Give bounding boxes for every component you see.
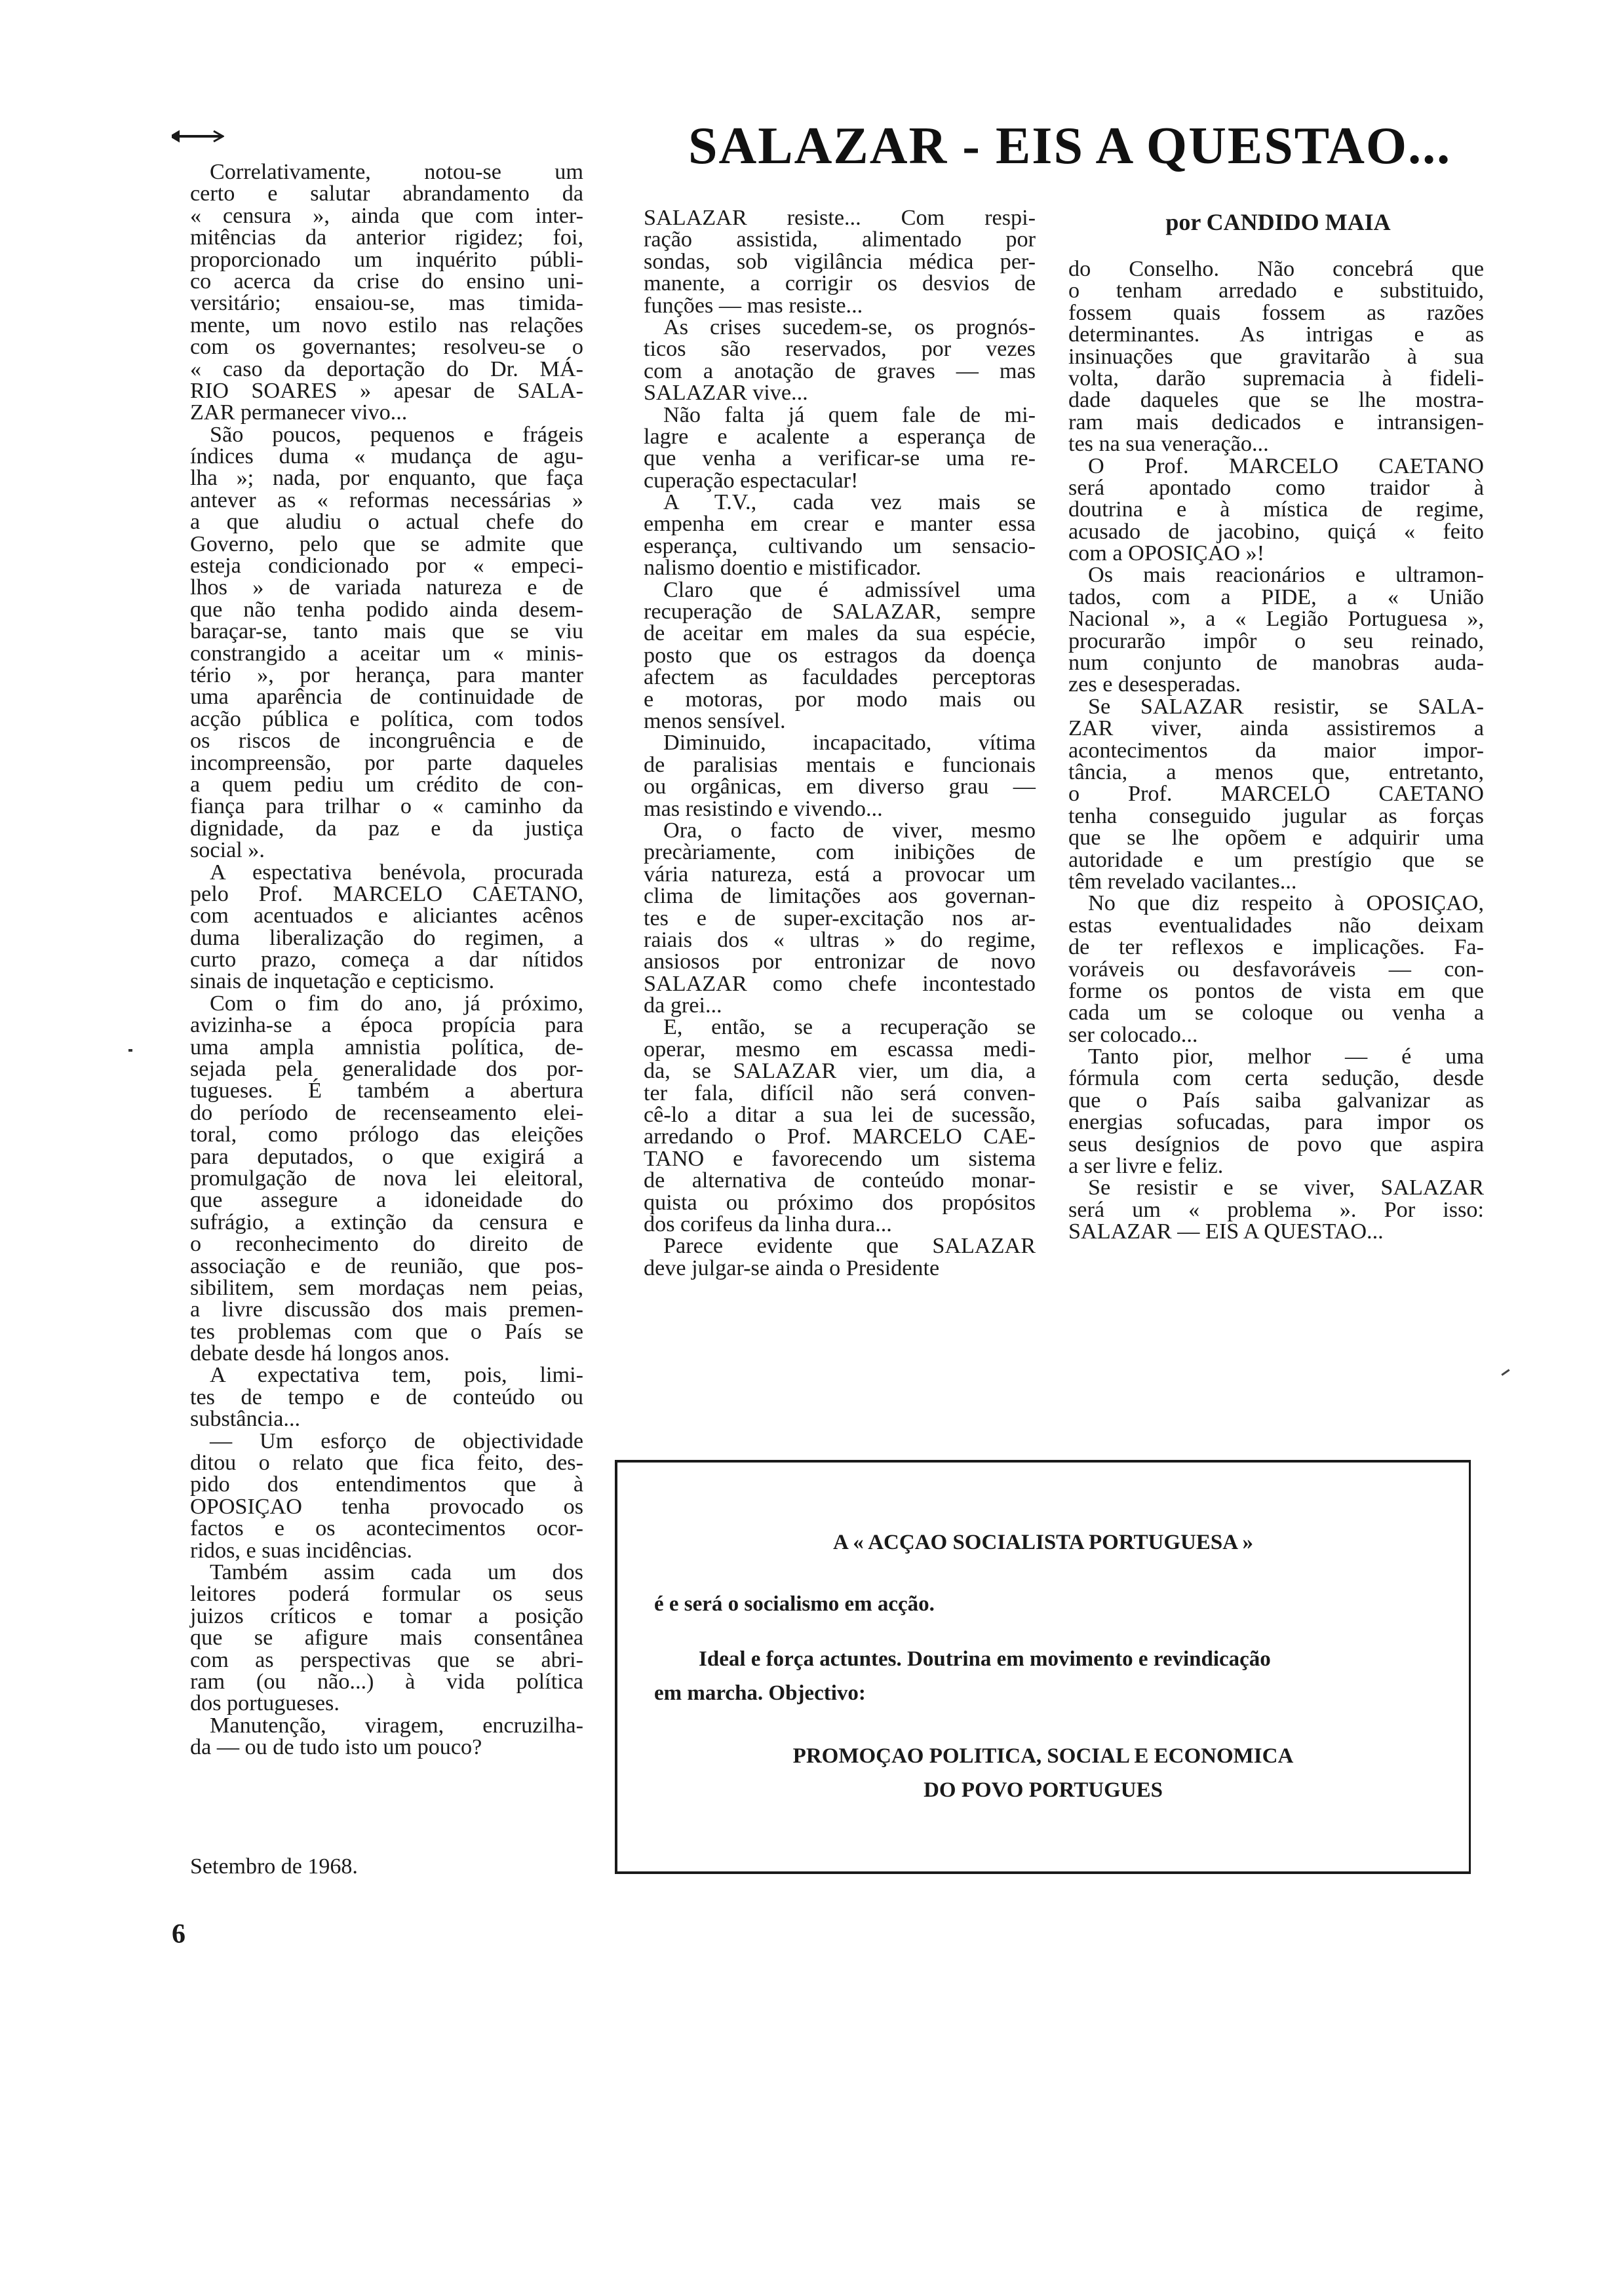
text-line: raiais dos « ultras » do regime, (644, 927, 1036, 952)
text-line: sibilitem, sem mordaças nem peias, (190, 1275, 583, 1300)
text-line: esperança, cultivando um sensacio- (644, 533, 1036, 558)
text-line: Governo, pelo que se admite que (190, 531, 583, 556)
notice-line: Ideal e força actuntes. Doutrina em movimento e revindicação (699, 1647, 1271, 1671)
text-line: social ». (190, 838, 265, 863)
text-line: mitências da anterior rigidez; foi, (190, 225, 583, 250)
text-line: ser colocado... (1068, 1022, 1198, 1047)
text-line: Manutenção, viragem, encruzilha- (210, 1713, 583, 1738)
text-line: Correlativamente, notou-se um (210, 160, 583, 184)
text-line: Ora, o facto de viver, mesmo (663, 818, 1036, 843)
text-line: lha »; nada, por enquanto, que faça (190, 466, 583, 491)
text-line: que não tenha podido ainda desem- (190, 597, 583, 622)
text-line: doutrina e à mística de regime, (1068, 497, 1484, 522)
text-line: ter fala, difícil não será conven- (644, 1081, 1036, 1105)
text-line: Parece evidente que SALAZAR (663, 1234, 1036, 1259)
text-line: uma aparência de continuidade de (190, 685, 583, 710)
text-line: Os mais reacionários e ultramon- (1088, 563, 1484, 588)
text-line: TANO e favorecendo um sistema (644, 1146, 1036, 1171)
text-line: sondas, sob vigilância médica per- (644, 249, 1036, 274)
text-line: uma ampla amnistia política, de- (190, 1035, 583, 1060)
text-line: antever as « reformas necessárias » (190, 488, 583, 512)
text-line: volta, darão supremacia à fideli- (1068, 366, 1484, 391)
text-line: autoridade e um prestígio que se (1068, 847, 1484, 872)
text-line: mente, um novo estilo nas relações (190, 313, 583, 337)
text-line: cê-lo a ditar a sua lei de sucessão, (644, 1103, 1036, 1128)
article-column-right (1068, 258, 1484, 1243)
text-line: lhos » de variada natureza e de (190, 575, 583, 600)
text-line: têm revelado vacilantes... (1068, 869, 1297, 894)
text-line: acusado de jacobino, quiçá « feito (1068, 519, 1484, 544)
text-line: posto que os estragos da doença (644, 643, 1036, 668)
text-line: índices duma « mudança de agu- (190, 444, 583, 469)
text-line: da grei... (644, 993, 722, 1018)
text-line: que assegure a idoneidade do (190, 1188, 583, 1213)
text-line: tugueses. É também a abertura (190, 1079, 583, 1103)
arrow-icon (172, 128, 224, 144)
text-line: num conjunto de manobras auda- (1068, 651, 1484, 676)
text-line: nalismo doentio e mistificador. (644, 556, 922, 581)
text-line: com a OPOSIÇAO »! (1068, 541, 1265, 566)
text-line: ram (ou não...) à vida política (190, 1669, 583, 1694)
article-headline: SALAZAR - EIS A QUESTAO... (688, 117, 1452, 175)
text-line: ridos, e suas incidências. (190, 1538, 412, 1563)
text-line: E, então, se a recuperação se (663, 1015, 1036, 1040)
text-line: ansiosos por entronizar de novo (644, 949, 1036, 974)
text-line: com os governantes; resolveu-se o (190, 335, 583, 360)
text-line: Diminuido, incapacitado, vítima (663, 731, 1036, 756)
text-line: pido dos entendimentos que à (190, 1472, 583, 1497)
text-line: tes problemas com que o País se (190, 1319, 583, 1344)
text-line: de paralisias mentais e funcionais (644, 752, 1036, 777)
text-line: A T.V., cada vez mais se (663, 490, 1036, 515)
text-line: funções — mas resiste... (644, 293, 863, 318)
text-line: sinais de inquetação e cepticismo. (190, 969, 495, 994)
text-line: de alternativa de conteúdo monar- (644, 1168, 1036, 1193)
text-line: curto prazo, começa a dar nítidos (190, 947, 583, 972)
article-column-middle (644, 207, 1036, 1279)
text-line: « censura », ainda que com inter- (190, 203, 583, 228)
text-line: tenha conseguido jugular as forças (1068, 803, 1484, 828)
text-line: que se afigure mais consentânea (190, 1626, 583, 1651)
text-line: com acentuados e aliciantes acênos (190, 904, 583, 928)
text-line: constrangido a aceitar um « minis- (190, 641, 583, 666)
notice-line: é e será o socialismo em acção. (654, 1592, 935, 1616)
text-line: dignidade, da paz e da justiça (190, 816, 583, 841)
notice-line: em marcha. Objectivo: (654, 1681, 866, 1705)
text-line: mas resistindo e vivendo... (644, 796, 883, 821)
text-line: incompreensão, por parte daqueles (190, 750, 583, 775)
text-line: operar, mesmo em escassa medi- (644, 1037, 1036, 1062)
text-line: Claro que é admissível uma (663, 577, 1036, 602)
text-line: toral, como prólogo das eleições (190, 1122, 583, 1147)
text-line: ZAR viver, ainda assistiremos a (1068, 716, 1484, 741)
text-line: energias sofucadas, para impor os (1068, 1110, 1484, 1135)
text-line: As crises sucedem-se, os prognós- (663, 315, 1036, 339)
text-line: Se resistir e se viver, SALAZAR (1088, 1176, 1484, 1200)
text-line: Tanto pior, melhor — é uma (1088, 1044, 1484, 1069)
text-line: lagre e acalente a esperança de (644, 424, 1036, 449)
text-line: de aceitar em males da sua espécie, (644, 621, 1036, 646)
text-line: que o País saiba galvanizar as (1068, 1088, 1484, 1113)
text-line: debate desde há longos anos. (190, 1341, 450, 1366)
text-line: com as perspectivas que se abri- (190, 1647, 583, 1672)
text-line: voráveis ou desfavoráveis — con- (1068, 957, 1484, 982)
text-line: tância, a menos que, entretanto, (1068, 759, 1484, 784)
text-line: será um « problema ». Por isso: (1068, 1197, 1484, 1222)
text-line: SALAZAR vive... (644, 381, 808, 406)
text-line: Com o fim do ano, já próximo, (210, 991, 583, 1016)
text-line: sufrágio, a extinção da censura e (190, 1210, 583, 1234)
text-line: cada um se coloque ou venha a (1068, 1001, 1484, 1025)
text-line: Também assim cada um dos (210, 1560, 583, 1584)
text-line: empenha em crear e manter essa (644, 512, 1036, 537)
text-line: Se SALAZAR resistir, se SALA- (1088, 694, 1484, 719)
text-line: vária natureza, está a provocar um (644, 862, 1036, 887)
text-line: São poucos, pequenos e frágeis (210, 422, 583, 447)
text-line: zes e desesperadas. (1068, 672, 1241, 697)
text-line: versitário; ensaiou-se, mas timida- (190, 291, 583, 316)
text-line: afectem as faculdades perceptoras (644, 665, 1036, 690)
text-line: e motoras, por modo mais ou (644, 687, 1036, 712)
text-line: tes na sua veneração... (1068, 432, 1269, 457)
boxed-notice (615, 1460, 1471, 1874)
text-line: seus desígnios de povo que aspira (1068, 1132, 1484, 1157)
text-line: A espectativa benévola, procurada (210, 860, 583, 885)
text-line: insinuações que gravitarão à sua (1068, 344, 1484, 369)
page-number: 6 (172, 1919, 185, 1949)
text-line: duma liberalização do regimen, a (190, 925, 583, 950)
text-line: SALAZAR — EIS A QUESTAO... (1068, 1219, 1384, 1244)
text-line: tes e de super-excitação nos ar- (644, 906, 1036, 930)
text-line: promulgação de nova lei eleitoral, (190, 1166, 583, 1191)
text-line: ou orgânicas, em diverso grau — (644, 775, 1036, 799)
text-line: de ter reflexos e implicações. Fa- (1068, 935, 1484, 960)
notice-title: A « ACÇAO SOCIALISTA PORTUGUESA » (833, 1531, 1253, 1554)
text-line: arredando o Prof. MARCELO CAE- (644, 1124, 1036, 1149)
text-line: OPOSIÇAO tenha provocado os (190, 1494, 583, 1519)
text-line: clima de limitações aos governan- (644, 884, 1036, 909)
text-line: procurarão impôr o seu reinado, (1068, 628, 1484, 653)
text-line: SALAZAR resiste... Com respi- (644, 206, 1036, 230)
text-line: ditou o relato que fica feito, des- (190, 1451, 583, 1476)
text-line: do período de recenseamento elei- (190, 1100, 583, 1125)
text-line: tério », por herança, para manter (190, 662, 583, 687)
text-line: A expectativa tem, pois, limi- (210, 1363, 583, 1388)
text-line: tados, com a PIDE, a « União (1068, 584, 1484, 609)
text-line: associação e de reunião, que pos- (190, 1253, 583, 1278)
text-line: acção pública e política, com todos (190, 706, 583, 731)
article-date: Setembro de 1968. (190, 1854, 358, 1879)
text-line: fiança para trilhar o « caminho da (190, 794, 583, 819)
text-line: será apontado como traidor à (1068, 475, 1484, 500)
text-line: certo e salutar abrandamento da (190, 182, 583, 206)
text-line: Nacional », a « Legião Portuguesa », (1068, 607, 1484, 632)
text-line: a que aludiu o actual chefe do (190, 510, 583, 535)
text-line: para deputados, o que exigirá a (190, 1144, 583, 1169)
text-line: — Um esforço de objectividade (210, 1428, 583, 1453)
text-line: menos sensível. (644, 708, 786, 733)
text-line: sejada pela generalidade dos por- (190, 1057, 583, 1082)
text-line: com a anotação de graves — mas (644, 358, 1036, 383)
text-line: os riscos de incongruência e de (190, 729, 583, 754)
text-line: ração assistida, alimentado por (644, 227, 1036, 252)
text-line: avizinha-se a época propícia para (190, 1013, 583, 1038)
notice-slogan: DO POVO PORTUGUES (924, 1778, 1163, 1802)
text-line: fórmula com certa sedução, desde (1068, 1066, 1484, 1091)
text-line: que venha a verificar-se uma re- (644, 446, 1036, 471)
text-line: deve julgar-se ainda o Presidente (644, 1255, 940, 1280)
text-line: co acerca da crise do ensino uni- (190, 269, 583, 294)
text-line: forme os pontos de vista em que (1068, 978, 1484, 1003)
text-line: recuperação de SALAZAR, sempre (644, 600, 1036, 624)
text-line: factos e os acontecimentos ocor- (190, 1516, 583, 1541)
text-line: ram mais dedicados e intransigen- (1068, 410, 1484, 434)
text-line: a livre discussão dos mais premen- (190, 1297, 583, 1322)
text-line: o reconhecimento do direito de (190, 1232, 583, 1257)
margin-mark (1501, 1369, 1509, 1375)
notice-slogan: PROMOÇAO POLITICA, SOCIAL E ECONOMICA (792, 1744, 1294, 1768)
text-line: leitores poderá formular os seus (190, 1582, 583, 1607)
text-line: No que diz respeito à OPOSIÇAO, (1088, 891, 1484, 916)
text-line: pelo Prof. MARCELO CAETANO, (190, 881, 583, 906)
text-line: SALAZAR como chefe incontestado (644, 971, 1036, 996)
text-line: proporcionado um inquérito públi- (190, 247, 583, 272)
text-line: o tenham arredado e substituido, (1068, 278, 1484, 303)
text-line: Não falta já quem fale de mi- (663, 402, 1036, 427)
margin-mark (128, 1049, 132, 1052)
text-line: dade daqueles que se lhe mostra- (1068, 388, 1484, 413)
text-line: da — ou de tudo isto um pouco? (190, 1735, 482, 1760)
text-line: dos corifeus da linha dura... (644, 1212, 892, 1236)
article-column-left (190, 161, 583, 1759)
text-line: O Prof. MARCELO CAETANO (1088, 453, 1484, 478)
text-line: fossem quais fossem as razões (1068, 300, 1484, 325)
text-line: acontecimentos da maior impor- (1068, 738, 1484, 763)
text-line: da, se SALAZAR vier, um dia, a (644, 1059, 1036, 1084)
text-line: cuperação espectacular! (644, 468, 859, 493)
text-line: quista ou próximo dos propósitos (644, 1190, 1036, 1215)
text-line: o Prof. MARCELO CAETANO (1068, 782, 1484, 807)
text-line: tes de tempo e de conteúdo ou (190, 1385, 583, 1409)
text-line: a quem pediu um crédito de con- (190, 772, 583, 797)
text-line: baraçar-se, tanto mais que se viu (190, 619, 583, 644)
text-line: do Conselho. Não concebrá que (1068, 257, 1484, 281)
text-line: manente, a corrigir os desvios de (644, 271, 1036, 296)
text-line: ZAR permanecer vivo... (190, 400, 408, 425)
text-line: que se lhe opõem e adquirir uma (1068, 826, 1484, 851)
text-line: substância... (190, 1407, 301, 1432)
text-line: estas eventualidades não deixam (1068, 913, 1484, 938)
text-line: determinantes. As intrigas e as (1068, 322, 1484, 347)
text-line: juizos críticos e tomar a posição (190, 1603, 583, 1628)
text-line: « caso da deportação do Dr. MÁ- (190, 356, 583, 381)
text-line: dos portugueses. (190, 1691, 340, 1716)
text-line: a ser livre e feliz. (1068, 1154, 1224, 1179)
text-line: RIO SOARES » apesar de SALA- (190, 378, 583, 403)
text-line: esteja condicionado por « empeci- (190, 554, 583, 579)
text-line: ticos são reservados, por vezes (644, 337, 1036, 362)
article-byline: por CANDIDO MAIA (1165, 209, 1391, 235)
text-line: precàriamente, com inibições de (644, 840, 1036, 865)
